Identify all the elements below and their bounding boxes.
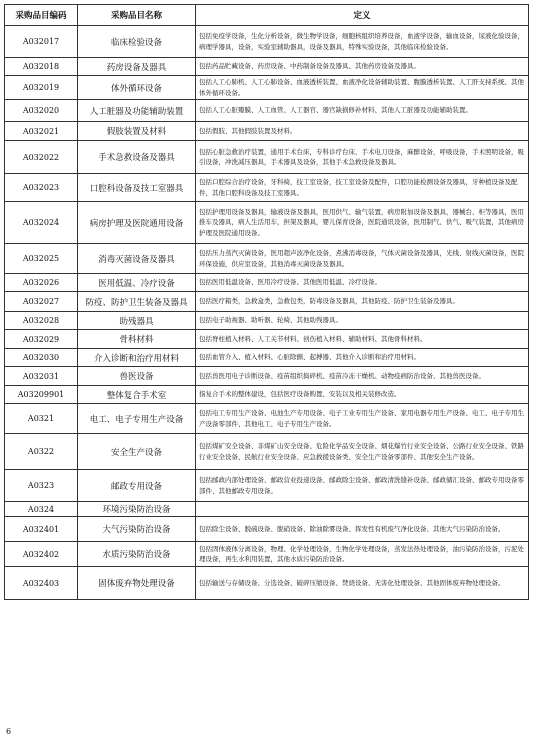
row-definition: 包括煤矿安全设备、非煤矿山安全设备、危险化学品安全设备、烟花爆竹行业安全设备、公路行业安全设备、铁路行业安全设备、民航行业安全设备、应急救援设备类、安全生产设备零部件、其他安全生产设备。 bbox=[196, 434, 529, 470]
table-row bbox=[5, 330, 529, 349]
row-definition: 包括口腔综合治疗设备，牙科椅，技工室设备，技工室设备及配件，口腔功能检测设备及器具，牙种植设备及配件，其他口腔科设备及技工室器具。 bbox=[196, 174, 529, 202]
table-row bbox=[5, 517, 529, 542]
row-name: 人工脏器及功能辅助装置 bbox=[78, 100, 196, 122]
row-definition bbox=[196, 502, 529, 517]
row-definition: 包括固体液体分离设备，物理、化学处理设备，生物化学处理设备，蒸发法热处理设备，油污染防治设备，污泥处理设备，再生水利用装置，其他水质污染防治设备。 bbox=[196, 542, 529, 567]
row-code: A032022 bbox=[5, 141, 78, 174]
table-row bbox=[5, 76, 529, 100]
row-code: A0323 bbox=[5, 470, 78, 502]
row-name: 大气污染防治设备 bbox=[78, 517, 196, 542]
row-name: 介入诊断和治疗用材料 bbox=[78, 349, 196, 367]
table-row bbox=[5, 26, 529, 58]
row-name: 整体复合手术室 bbox=[78, 386, 196, 404]
row-name: 环境污染防治设备 bbox=[78, 502, 196, 517]
row-code: A032024 bbox=[5, 202, 78, 244]
row-name: 体外循环设备 bbox=[78, 76, 196, 100]
row-definition: 指复合手术的整体建设，包括医疗设备购置、安装以及相关装修改造。 bbox=[196, 386, 529, 404]
table-row bbox=[5, 141, 529, 174]
row-name: 固体废弃物处理设备 bbox=[78, 567, 196, 600]
row-definition: 包括压力蒸汽灭菌设备，医用超声波净化设备，煮沸消毒设备，气体灭菌设备及器具，光线、射线灭菌设备，医院环保设施，供应室设备，其他消毒灭菌设备及器具。 bbox=[196, 244, 529, 274]
table-row bbox=[5, 502, 529, 517]
table-row bbox=[5, 244, 529, 274]
table-row bbox=[5, 312, 529, 330]
header-definition: 定义 bbox=[196, 5, 529, 26]
row-code: A032018 bbox=[5, 58, 78, 76]
row-code: A032023 bbox=[5, 174, 78, 202]
table-header-row bbox=[5, 5, 529, 26]
table-row bbox=[5, 202, 529, 244]
row-name: 邮政专用设备 bbox=[78, 470, 196, 502]
table-body bbox=[5, 26, 529, 600]
table-row bbox=[5, 174, 529, 202]
row-code: A0322 bbox=[5, 434, 78, 470]
row-definition: 包括电子助视器、助听器、轮椅、其他助残器具。 bbox=[196, 312, 529, 330]
row-name: 防疫、防护卫生装备及器具 bbox=[78, 292, 196, 312]
row-code: A032031 bbox=[5, 367, 78, 386]
row-definition: 包括脊柱植入材料、人工关节材料、创伤植入材料、辅助材料、其他骨科材料。 bbox=[196, 330, 529, 349]
row-code: A032019 bbox=[5, 76, 78, 100]
row-code: A032020 bbox=[5, 100, 78, 122]
row-name: 手术急救设备及器具 bbox=[78, 141, 196, 174]
row-code: A0321 bbox=[5, 404, 78, 434]
row-definition: 包括假肢、其他假肢装置及材料。 bbox=[196, 122, 529, 141]
row-definition: 包括除尘设备、脱硫设备、脱硝设备、除油除雾设备、挥发性有机废气净化设备、其他大气污染防治设备。 bbox=[196, 517, 529, 542]
table-row bbox=[5, 404, 529, 434]
row-definition: 包括人工心脏瓣膜、人工血管、人工器官、器官缺损修补材料、其他人工脏器及功能辅助装置。 bbox=[196, 100, 529, 122]
table-row bbox=[5, 367, 529, 386]
row-name: 水质污染防治设备 bbox=[78, 542, 196, 567]
table-row bbox=[5, 274, 529, 292]
row-name: 兽医设备 bbox=[78, 367, 196, 386]
row-code: A0324 bbox=[5, 502, 78, 517]
row-definition: 包括医疗箱类，急救盒类，急救包类，防毒设备及器具，其他防疫、防护卫生装备及器具。 bbox=[196, 292, 529, 312]
row-definition: 包括心脏急救治疗装置，通用手术台床，专科诊疗台床，手术电刀设备，麻醉设备，呼吸设备，手术照明设备，吸引设备，冲洗减压器具，手术器具及设备，其他手术急救设备及器具。 bbox=[196, 141, 529, 174]
row-code: A032027 bbox=[5, 292, 78, 312]
row-name: 药房设备及器具 bbox=[78, 58, 196, 76]
row-code: A032026 bbox=[5, 274, 78, 292]
table-row bbox=[5, 349, 529, 367]
table-row bbox=[5, 470, 529, 502]
row-name: 消毒灭菌设备及器具 bbox=[78, 244, 196, 274]
row-name: 医用低温、冷疗设备 bbox=[78, 274, 196, 292]
row-definition: 包括护理用设备及器具，输液设备及器具，医用供气、输气装置，病房附加设备及器具，器械台、柜等器具，医用推车及器具，病人生活用车，担架及器具，婴儿保育设备，医院通讯设备，医用制气、供气、吸气装置，其他病房护理及医院通用设备。 bbox=[196, 202, 529, 244]
row-definition: 包括电工专用生产设备、电池生产专用设备、电子工业专用生产设备、家用电器专用生产设备、电工、电子专用生产设备零部件、其他电工、电子专用生产设备。 bbox=[196, 404, 529, 434]
row-code: A032028 bbox=[5, 312, 78, 330]
table-row bbox=[5, 567, 529, 600]
row-code: A032401 bbox=[5, 517, 78, 542]
row-code: A032017 bbox=[5, 26, 78, 58]
row-definition: 包括邮政内部处理设备、邮政营业投递设备、邮政除尘设备、邮政清洗缝补设备、邮政储汇设备、邮政专用设备零部件、其他邮政专用设备。 bbox=[196, 470, 529, 502]
row-code: A03209901 bbox=[5, 386, 78, 404]
row-definition: 包括兽医用电子诊断设备、疫苗组织捣碎机、疫苗冷冻干燥机、动物疫病防治设备、其他兽医设备。 bbox=[196, 367, 529, 386]
table-row bbox=[5, 58, 529, 76]
row-name: 安全生产设备 bbox=[78, 434, 196, 470]
procurement-catalog-table bbox=[4, 4, 529, 600]
row-name: 假肢装置及材料 bbox=[78, 122, 196, 141]
header-name: 采购品目名称 bbox=[78, 5, 196, 26]
row-name: 病房护理及医院通用设备 bbox=[78, 202, 196, 244]
header-code: 采购品目编码 bbox=[5, 5, 78, 26]
row-name: 助残器具 bbox=[78, 312, 196, 330]
row-definition: 包括人工心肺机、人工心肺设备、血液透析装置、血液净化设备辅助装置、腹膜透析装置、人工肝支持系统、其他体外循环设备。 bbox=[196, 76, 529, 100]
row-definition: 包括医用低温设备、医用冷疗设备、其他医用低温、冷疗设备。 bbox=[196, 274, 529, 292]
page-number: 6 bbox=[6, 727, 12, 736]
row-code: A032021 bbox=[5, 122, 78, 141]
row-definition: 包括药品贮藏设备、药房设备、中药制备设备及器具、其他药房设备及器具。 bbox=[196, 58, 529, 76]
table-row bbox=[5, 100, 529, 122]
row-definition: 包括输送与存储设备、分选设备、破碎压缩设备、焚烧设备、无害化处理设备、其他固体废弃物处理设备。 bbox=[196, 567, 529, 600]
row-code: A032402 bbox=[5, 542, 78, 567]
row-name: 电工、电子专用生产设备 bbox=[78, 404, 196, 434]
row-definition: 包括免疫学设备，生化分析设备，微生物学设备，细胞核组织培养设备，血液学设备，输血设备，尿液化验设备，病理学器具，设备，实验室辅助器具，设备及器具，特殊实验设备，其他临床检验设备。 bbox=[196, 26, 529, 58]
table-row bbox=[5, 542, 529, 567]
row-code: A032029 bbox=[5, 330, 78, 349]
row-name: 口腔科设备及技工室器具 bbox=[78, 174, 196, 202]
row-code: A032025 bbox=[5, 244, 78, 274]
row-name: 骨科材料 bbox=[78, 330, 196, 349]
table-row bbox=[5, 386, 529, 404]
table-row bbox=[5, 292, 529, 312]
table-row bbox=[5, 122, 529, 141]
row-code: A032403 bbox=[5, 567, 78, 600]
row-name: 临床检验设备 bbox=[78, 26, 196, 58]
row-definition: 包括血管介入、植入材料、心脏除颤、起搏器、其他介入诊断和治疗用材料。 bbox=[196, 349, 529, 367]
row-code: A032030 bbox=[5, 349, 78, 367]
table-row bbox=[5, 434, 529, 470]
